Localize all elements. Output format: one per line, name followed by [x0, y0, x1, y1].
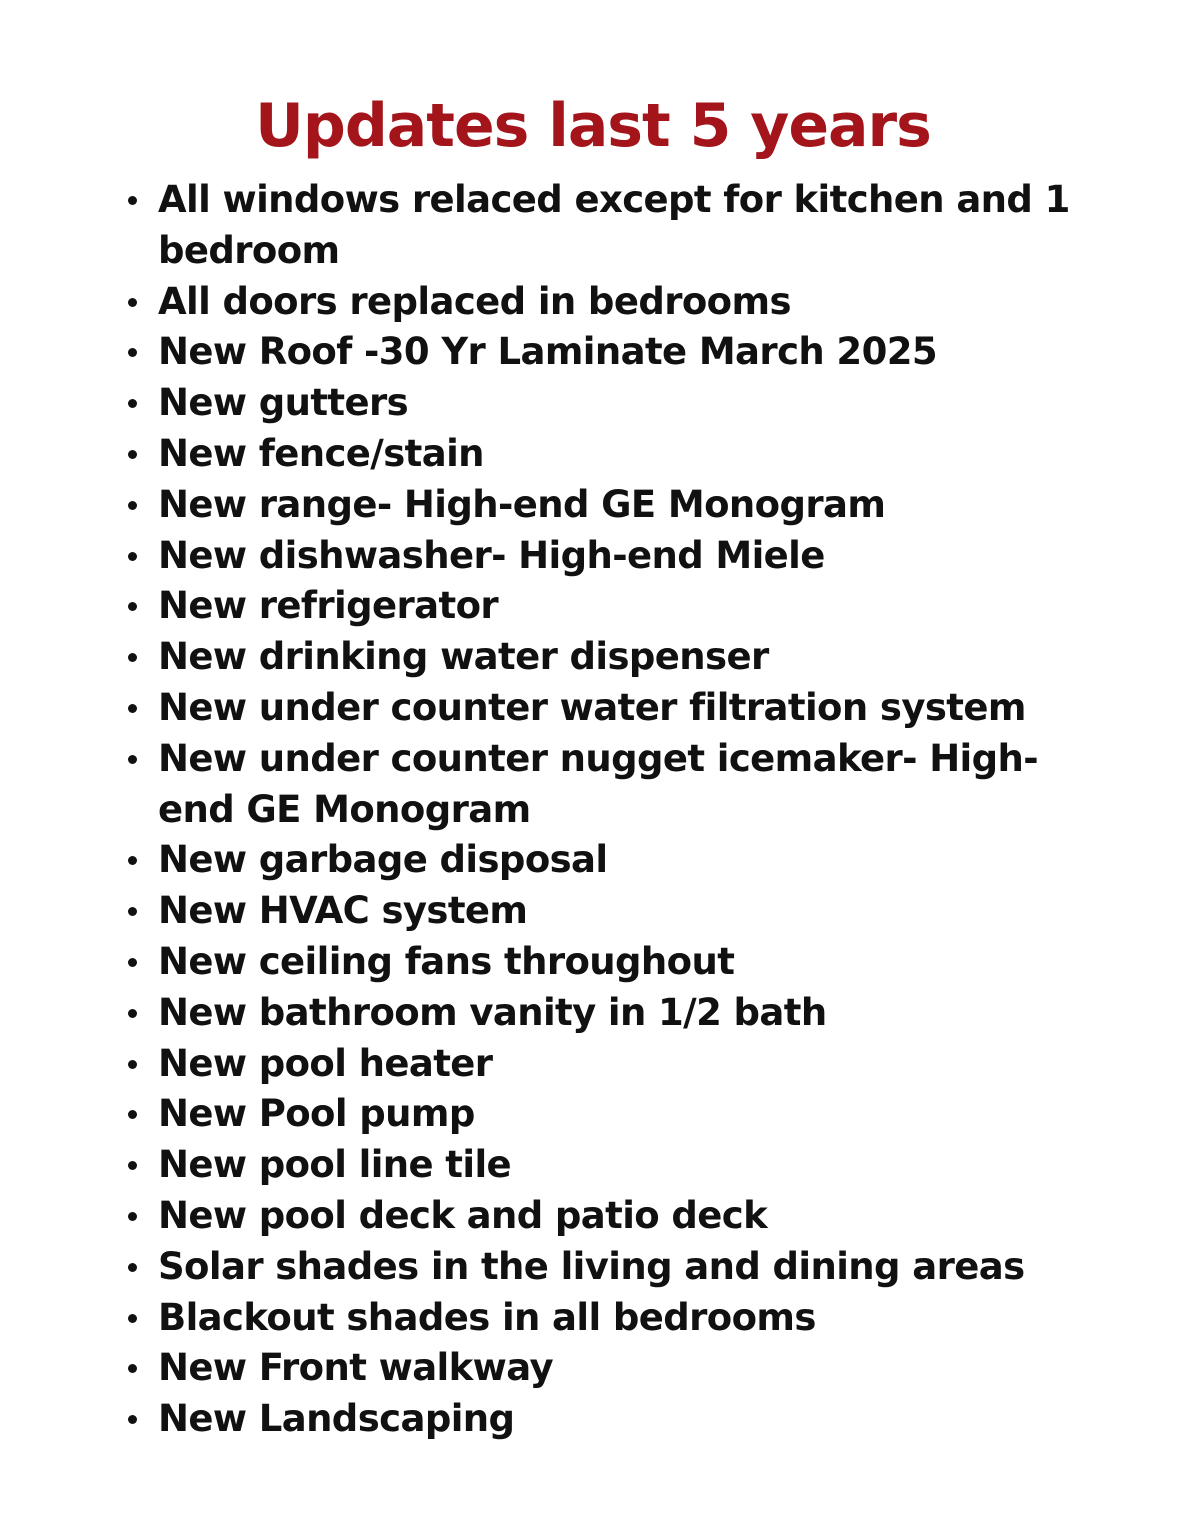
list-item	[158, 937, 1098, 988]
list-item-text: New Pool pump	[158, 1092, 475, 1136]
list-item	[158, 378, 1098, 429]
list-item	[158, 1039, 1098, 1090]
bullet-icon	[128, 298, 137, 307]
list-item	[158, 683, 1098, 734]
list-item-text: New bathroom vanity in 1/2 bath	[158, 990, 827, 1034]
list-item-text: New drinking water dispenser	[158, 635, 769, 679]
list-item-text: New pool deck and patio deck	[158, 1193, 768, 1237]
list-item-text: New Front walkway	[158, 1346, 553, 1390]
list-item-text: New range- High-end GE Monogram	[158, 482, 886, 526]
list-item-text: New pool heater	[158, 1041, 493, 1085]
list-item-text: All doors replaced in bedrooms	[158, 279, 791, 323]
page-title: Updates last 5 years	[255, 91, 931, 161]
bullet-icon	[128, 1364, 137, 1373]
list-item-text: Blackout shades in all bedrooms	[158, 1295, 816, 1339]
list-item	[158, 1191, 1098, 1242]
list-item	[158, 277, 1098, 328]
list-item-text: New under counter water filtration system	[158, 685, 1026, 729]
bullet-icon	[128, 348, 137, 357]
bullet-icon	[128, 602, 137, 611]
list-item-text: New ceiling fans throughout	[158, 939, 735, 983]
list-item	[158, 1242, 1098, 1293]
list-item	[158, 581, 1098, 632]
list-item-text: New refrigerator	[158, 584, 499, 628]
list-item	[158, 1394, 1098, 1445]
bullet-icon	[128, 653, 137, 662]
list-item-text: New dishwasher- High-end Miele	[158, 533, 825, 577]
bullet-icon	[128, 501, 137, 510]
bullet-icon	[128, 1110, 137, 1119]
list-item	[158, 886, 1098, 937]
list-item-text: Solar shades in the living and dining areas	[158, 1244, 1025, 1288]
list-item-text: New fence/stain	[158, 431, 484, 475]
list-item-text: New pool line tile	[158, 1143, 512, 1187]
bullet-icon	[128, 1212, 137, 1221]
bullet-icon	[128, 552, 137, 561]
list-item-text: New under counter nugget icemaker- High-end GE Monogram	[158, 736, 1039, 831]
list-item	[158, 531, 1098, 582]
bullet-icon	[128, 399, 137, 408]
bullet-icon	[128, 1415, 137, 1424]
bullet-icon	[128, 450, 137, 459]
bullet-icon	[128, 958, 137, 967]
list-item-text: New Landscaping	[158, 1397, 515, 1441]
bullet-icon	[128, 907, 137, 916]
list-item	[158, 835, 1098, 886]
list-item	[158, 988, 1098, 1039]
bullet-icon	[128, 1009, 137, 1018]
list-item	[158, 1140, 1098, 1191]
bullet-icon	[128, 1263, 137, 1272]
list-item-text: New garbage disposal	[158, 838, 608, 882]
list-item	[158, 734, 1098, 836]
list-item	[158, 429, 1098, 480]
bullet-icon	[128, 1314, 137, 1323]
list-item	[158, 1293, 1098, 1344]
bullet-icon	[128, 856, 137, 865]
list-item-text: New Roof -30 Yr Laminate March 2025	[158, 330, 937, 374]
bullet-icon	[128, 704, 137, 713]
list-item	[158, 175, 1098, 277]
list-item-text: New gutters	[158, 381, 409, 425]
bullet-icon	[128, 755, 137, 764]
list-item	[158, 327, 1098, 378]
list-item-text: All windows relaced except for kitchen and 1 bedroom	[158, 178, 1070, 272]
list-item	[158, 1089, 1098, 1140]
updates-list	[158, 175, 1098, 1445]
bullet-icon	[128, 1161, 137, 1170]
list-item	[158, 1343, 1098, 1394]
bullet-icon	[128, 1060, 137, 1069]
list-item-text: New HVAC system	[158, 889, 528, 933]
bullet-icon	[128, 196, 137, 205]
list-item	[158, 480, 1098, 531]
list-item	[158, 632, 1098, 683]
